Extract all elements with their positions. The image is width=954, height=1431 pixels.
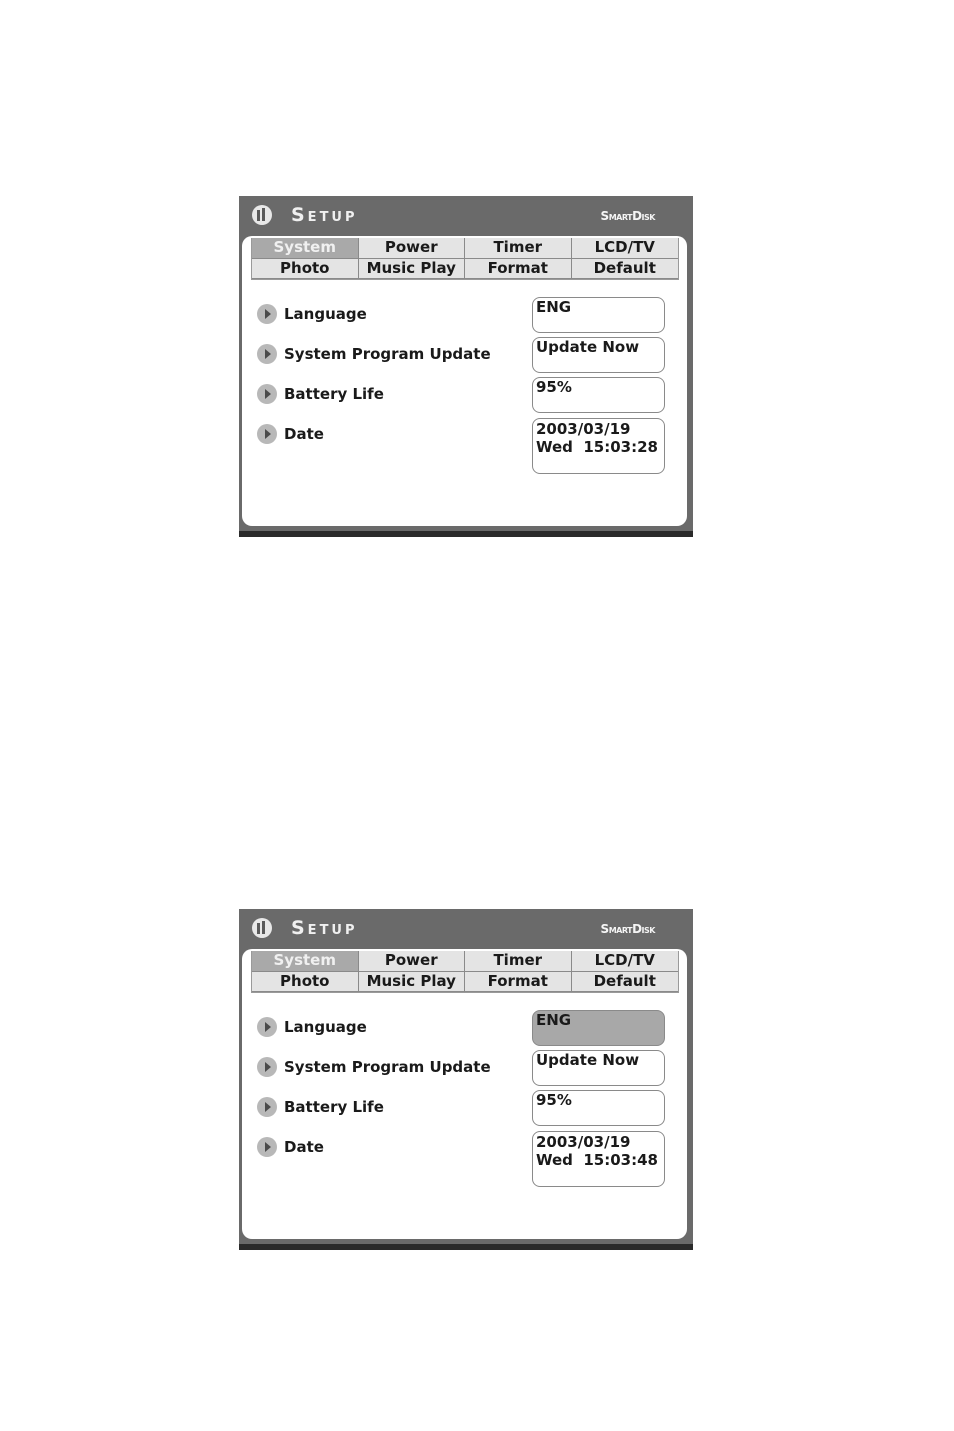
setting-label: Language [284,305,367,323]
setting-label: Date [284,1138,324,1156]
setting-row-language[interactable] [257,1017,367,1037]
tab-system[interactable]: System [252,238,359,259]
title-bar [239,196,693,236]
setting-row-date[interactable] [257,1137,324,1157]
date-value: 2003/03/19 [536,1133,631,1151]
language-value: ENG [536,1011,572,1029]
battery-value: 95% [536,378,572,396]
tab-system[interactable]: System [252,951,359,972]
setting-label: Battery Life [284,1098,384,1116]
language-value: ENG [536,298,572,316]
language-value-field[interactable] [532,297,665,333]
tab-timer[interactable]: Timer [465,951,572,972]
tab-power[interactable]: Power [359,238,466,259]
setting-row-date[interactable] [257,424,324,444]
setting-label: System Program Update [284,345,491,363]
arrow-bullet-icon [257,304,277,324]
arrow-bullet-icon [257,1137,277,1157]
tab-format[interactable]: Format [465,259,572,280]
update-now-button[interactable] [532,1050,665,1086]
time-value: Wed 15:03:28 [536,438,658,456]
app-logo-icon [251,204,273,226]
arrow-bullet-icon [257,384,277,404]
setting-row-language[interactable] [257,304,367,324]
app-logo-icon [251,917,273,939]
setting-row-system-program-update[interactable] [257,1057,491,1077]
date-value-field[interactable] [532,418,665,474]
arrow-bullet-icon [257,1097,277,1117]
update-value: Update Now [536,338,640,356]
setting-row-battery-life[interactable] [257,1097,384,1117]
settings-panel [242,949,687,1239]
tab-photo[interactable]: Photo [252,972,359,993]
language-value-field[interactable] [532,1010,665,1046]
setting-label: Language [284,1018,367,1036]
page-title: Setup [291,917,358,939]
setup-screen-2 [239,909,693,1250]
setting-label: Date [284,425,324,443]
tab-default[interactable]: Default [572,259,679,280]
arrow-bullet-icon [257,1017,277,1037]
title-bar [239,909,693,949]
setting-row-system-program-update[interactable] [257,344,491,364]
tab-lcd-tv[interactable]: LCD/TV [572,238,679,259]
tab-music-play[interactable]: Music Play [359,972,466,993]
setting-label: System Program Update [284,1058,491,1076]
tab-format[interactable]: Format [465,972,572,993]
brand-label: SmartDisk [600,209,655,223]
tab-photo[interactable]: Photo [252,259,359,280]
update-value: Update Now [536,1051,640,1069]
tab-power[interactable]: Power [359,951,466,972]
date-value: 2003/03/19 [536,420,631,438]
brand-label: SmartDisk [600,922,655,936]
page-title: Setup [291,204,358,226]
arrow-bullet-icon [257,344,277,364]
battery-value-field [532,1090,665,1126]
update-now-button[interactable] [532,337,665,373]
arrow-bullet-icon [257,424,277,444]
battery-value-field [532,377,665,413]
tab-lcd-tv[interactable]: LCD/TV [572,951,679,972]
tab-bar [251,238,679,280]
time-value: Wed 15:03:48 [536,1151,658,1169]
battery-value: 95% [536,1091,572,1109]
setting-row-battery-life[interactable] [257,384,384,404]
date-value-field[interactable] [532,1131,665,1187]
arrow-bullet-icon [257,1057,277,1077]
tab-bar [251,951,679,993]
tab-default[interactable]: Default [572,972,679,993]
tab-music-play[interactable]: Music Play [359,259,466,280]
setting-label: Battery Life [284,385,384,403]
setup-screen-1 [239,196,693,537]
tab-timer[interactable]: Timer [465,238,572,259]
settings-panel [242,236,687,526]
